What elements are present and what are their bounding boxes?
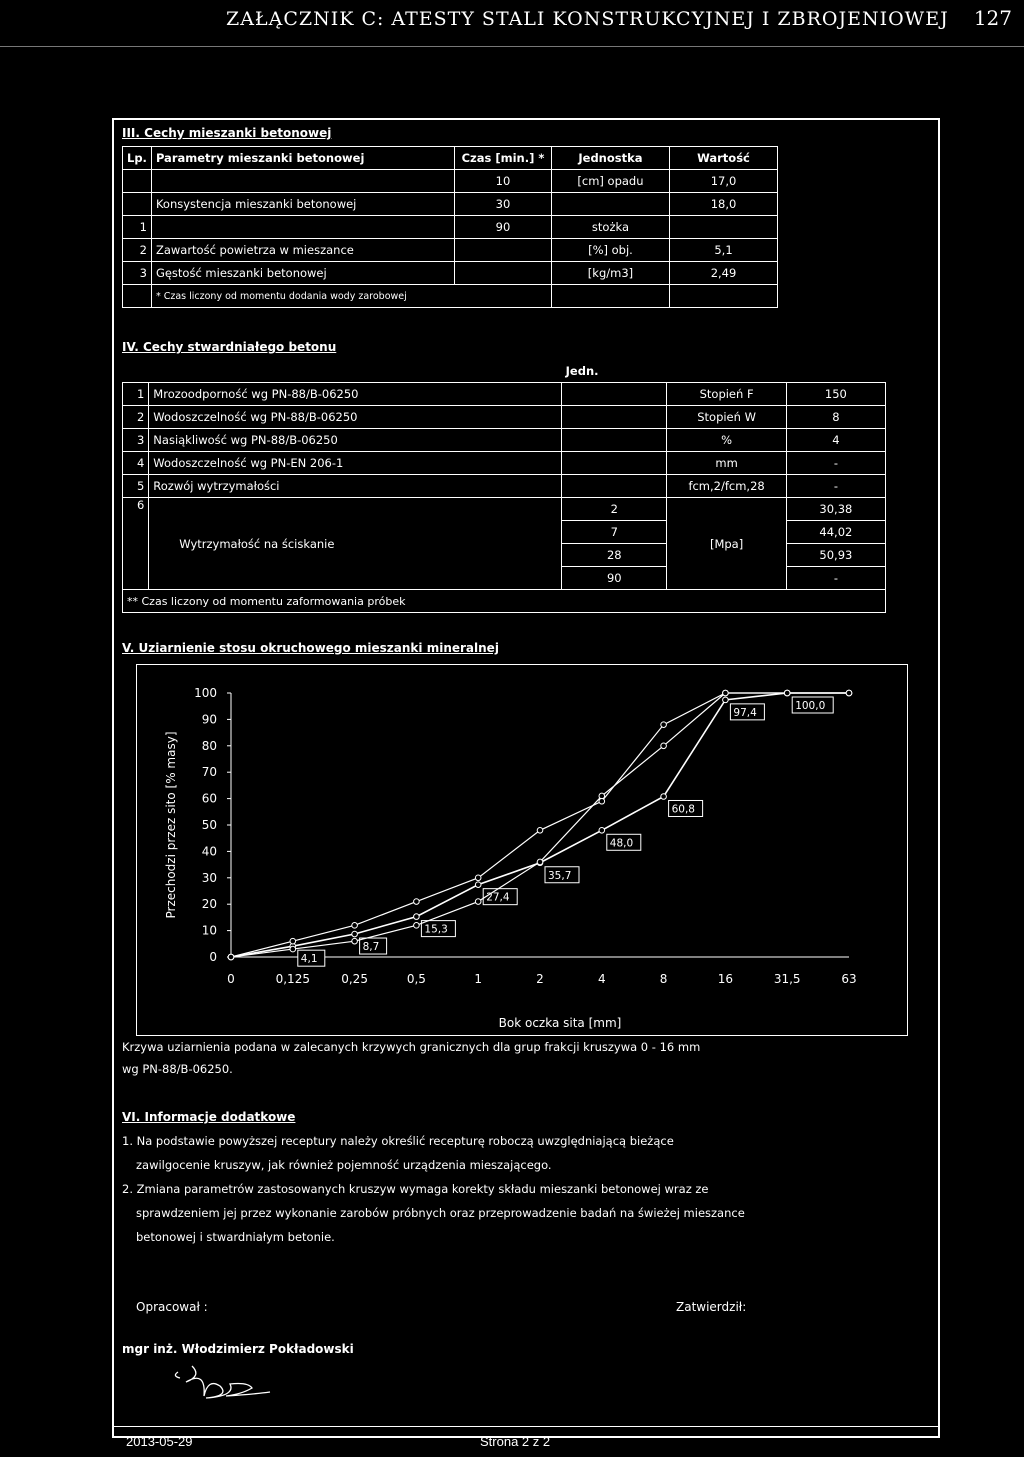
table-row [123, 452, 886, 475]
row-unit: stożka [551, 216, 669, 239]
info-line: betonowej i stwardniałym betonie. [136, 1230, 335, 1244]
row-lp: 1 [123, 383, 149, 406]
y-tick-label: 30 [201, 870, 217, 885]
page-header [0, 0, 1024, 47]
data-label: 48,0 [609, 837, 634, 850]
row-param: Konsystencja mieszanki betonowej [151, 193, 454, 216]
y-tick-label: 0 [209, 950, 217, 964]
strength-day: 90 [562, 567, 667, 590]
y-tick-label: 40 [201, 844, 217, 859]
row-unit: [cm] opadu [551, 170, 669, 193]
row-unit: [kg/m3] [551, 262, 669, 285]
unit-column-header: Jedn. [565, 364, 599, 378]
data-point [723, 690, 729, 696]
row-lp: 4 [123, 452, 149, 475]
x-tick-label: 0,25 [341, 972, 368, 986]
author-name: mgr inż. Włodzimierz Pokładowski [122, 1342, 354, 1356]
header-value: Wartość [669, 147, 777, 170]
series-line [231, 693, 849, 957]
data-point [599, 798, 605, 804]
table-row [123, 216, 778, 239]
data-label: 4,1 [300, 953, 318, 966]
y-tick-label: 100 [194, 686, 217, 700]
table-row [123, 170, 778, 193]
chart-caption-2: wg PN-88/B-06250. [122, 1062, 233, 1076]
data-point [352, 938, 358, 944]
x-tick-label: 2 [536, 972, 544, 986]
x-tick-label: 1 [474, 972, 483, 986]
row-value: 4 [786, 429, 885, 452]
x-tick-label: 16 [717, 972, 734, 986]
data-label: 35,7 [548, 869, 572, 882]
row-param [151, 170, 454, 193]
y-tick-label: 60 [201, 791, 217, 806]
data-point [414, 899, 420, 905]
footer-rule [112, 1426, 940, 1427]
row-lp: 6 [123, 498, 149, 590]
row-time [562, 383, 667, 406]
data-point [414, 914, 420, 920]
row-lp: 5 [123, 475, 149, 498]
row-value: 2,49 [669, 262, 777, 285]
strength-day: 28 [562, 544, 667, 567]
data-point [352, 931, 358, 937]
info-line: 2. Zmiana parametrów zastosowanych kruszyw wymaga korekty składu mieszanki betonowej wraz ze [122, 1182, 709, 1196]
chart-caption: Krzywa uziarnienia podana w zalecanych krzywych granicznych dla grup frakcji kruszywa 0 - 16 mm [122, 1040, 701, 1054]
row-param: Nasiąkliwość wg PN-88/B-06250 [149, 429, 562, 452]
y-tick-label: 20 [201, 897, 217, 912]
row-value: 8 [786, 406, 885, 429]
table-row [123, 262, 778, 285]
row-time [562, 406, 667, 429]
info-line: sprawdzeniem jej przez wykonanie zarobów próbnych oraz przeprowadzenie badań na świeżej mieszance [136, 1206, 745, 1220]
series-line [231, 693, 849, 957]
data-label: 8,7 [362, 941, 380, 954]
y-tick-label: 10 [201, 923, 217, 938]
data-point [414, 923, 420, 929]
row-unit: % [667, 429, 786, 452]
row-time: 30 [455, 193, 552, 216]
x-tick-label: 8 [659, 972, 668, 986]
data-point [475, 899, 481, 905]
info-line: 1. Na podstawie powyższej receptury należy określić recepturę roboczą uwzględniającą bieżące [122, 1134, 674, 1148]
strength-row [123, 498, 886, 521]
section-4-title: IV. Cechy stwardniałego betonu [122, 340, 337, 354]
table-footnote-row [123, 590, 886, 613]
data-point [537, 859, 543, 865]
strength-unit: [Mpa] [667, 498, 786, 590]
x-tick-label: 63 [841, 972, 857, 986]
table-row [123, 383, 886, 406]
data-point [599, 827, 605, 833]
prepared-label: Opracował : [136, 1300, 208, 1314]
row-lp: 1 [123, 216, 152, 239]
concrete-mix-table [122, 146, 778, 308]
row-unit [551, 193, 669, 216]
grading-curve-chart [136, 664, 908, 1036]
x-axis-label: Bok oczka sita [mm] [498, 1016, 622, 1030]
data-label: 15,3 [424, 923, 448, 936]
row-param [151, 216, 454, 239]
header-unit: Jednostka [551, 147, 669, 170]
strength-value: 50,93 [786, 544, 885, 567]
table-header-row [123, 147, 778, 170]
header-page-number: 127 [973, 6, 1012, 30]
info-line: zawilgocenie kruszyw, jak również pojemność urządzenia mieszającego. [136, 1158, 552, 1172]
handwritten-signature [170, 1362, 350, 1402]
header-params: Parametry mieszanki betonowej [151, 147, 454, 170]
table-footnote-row [123, 285, 778, 308]
x-tick-label: 0 [227, 972, 235, 986]
data-point [475, 882, 481, 888]
row-unit: mm [667, 452, 786, 475]
section-3-footnote: * Czas liczony od momentu dodania wody zarobowej [151, 285, 551, 308]
row-param: Gęstość mieszanki betonowej [151, 262, 454, 285]
row-param: Zawartość powietrza w mieszance [151, 239, 454, 262]
row-time: 90 [455, 216, 552, 239]
row-value: - [786, 452, 885, 475]
table-row [123, 429, 886, 452]
footer-date: 2013-05-29 [126, 1434, 193, 1449]
data-point [290, 938, 296, 944]
table-row [123, 475, 886, 498]
row-time [562, 429, 667, 452]
row-value [669, 216, 777, 239]
row-value: 17,0 [669, 170, 777, 193]
strength-value: 44,02 [786, 521, 885, 544]
section-5-title: V. Uziarnienie stosu okruchowego mieszanki mineralnej [122, 641, 499, 655]
x-tick-label: 4 [597, 972, 606, 986]
row-time: 10 [455, 170, 552, 193]
row-time [455, 262, 552, 285]
data-point [290, 946, 296, 952]
section-4-footnote: ** Czas liczony od momentu zaformowania próbek [123, 590, 886, 613]
row-lp: 2 [123, 239, 152, 262]
data-point [846, 690, 852, 696]
header-time: Czas [min.] * [455, 147, 552, 170]
row-unit: fcm,2/fcm,28 [667, 475, 786, 498]
section-6-title: VI. Informacje dodatkowe [122, 1110, 296, 1124]
row-unit: Stopień F [667, 383, 786, 406]
y-tick-label: 50 [201, 818, 217, 832]
table-row [123, 239, 778, 262]
section-3-title: III. Cechy mieszanki betonowej [122, 126, 332, 140]
row-param: Wodoszczelność wg PN-EN 206-1 [149, 452, 562, 475]
row-lp [123, 193, 152, 216]
row-value: 150 [786, 383, 885, 406]
y-tick-label: 90 [201, 712, 217, 727]
header-title: ZAŁĄCZNIK C: ATESTY STALI KONSTRUKCYJNEJ I ZBROJENIOWEJ [226, 8, 949, 30]
data-point [661, 794, 667, 800]
strength-day: 2 [562, 498, 667, 521]
row-unit: [%] obj. [551, 239, 669, 262]
series-line [231, 693, 849, 957]
strength-value: - [786, 567, 885, 590]
data-label: 97,4 [733, 706, 757, 719]
row-unit: Stopień W [667, 406, 786, 429]
y-tick-label: 70 [201, 765, 217, 780]
data-point [661, 743, 667, 749]
row-param: Mrozoodporność wg PN-88/B-06250 [149, 383, 562, 406]
row-time [562, 475, 667, 498]
table-row [123, 193, 778, 216]
data-point [352, 923, 358, 929]
approved-label: Zatwierdził: [676, 1300, 747, 1314]
row-lp: 3 [123, 262, 152, 285]
data-point [228, 954, 234, 960]
row-value: - [786, 475, 885, 498]
data-label: 60,8 [671, 803, 695, 816]
row-lp: 3 [123, 429, 149, 452]
y-tick-label: 80 [201, 738, 217, 753]
y-axis-label: Przechodzi przez sito [% masy] [164, 731, 178, 919]
strength-day: 7 [562, 521, 667, 544]
x-tick-label: 31,5 [773, 972, 801, 986]
header-lp: Lp. [123, 147, 152, 170]
table-row [123, 406, 886, 429]
strength-label: Wytrzymałość na ściskanie [149, 498, 562, 590]
table-header-row [123, 360, 886, 383]
row-lp [123, 170, 152, 193]
row-param: Wodoszczelność wg PN-88/B-06250 [149, 406, 562, 429]
chart-svg [137, 665, 907, 1035]
row-time [455, 239, 552, 262]
row-lp: 2 [123, 406, 149, 429]
row-param: Rozwój wytrzymałości [149, 475, 562, 498]
data-point [784, 690, 790, 696]
footer-page: Strona 2 z 2 [480, 1434, 551, 1449]
hardened-concrete-table [122, 360, 886, 613]
data-point [475, 875, 481, 881]
x-tick-label: 0,125 [275, 972, 310, 986]
data-point [537, 827, 543, 833]
strength-value: 30,38 [786, 498, 885, 521]
data-point [661, 722, 667, 728]
data-point [723, 697, 729, 703]
row-value: 5,1 [669, 239, 777, 262]
row-value: 18,0 [669, 193, 777, 216]
data-label: 27,4 [486, 891, 510, 904]
data-label: 100,0 [795, 700, 826, 712]
x-tick-label: 0,5 [406, 972, 426, 986]
row-time [562, 452, 667, 475]
